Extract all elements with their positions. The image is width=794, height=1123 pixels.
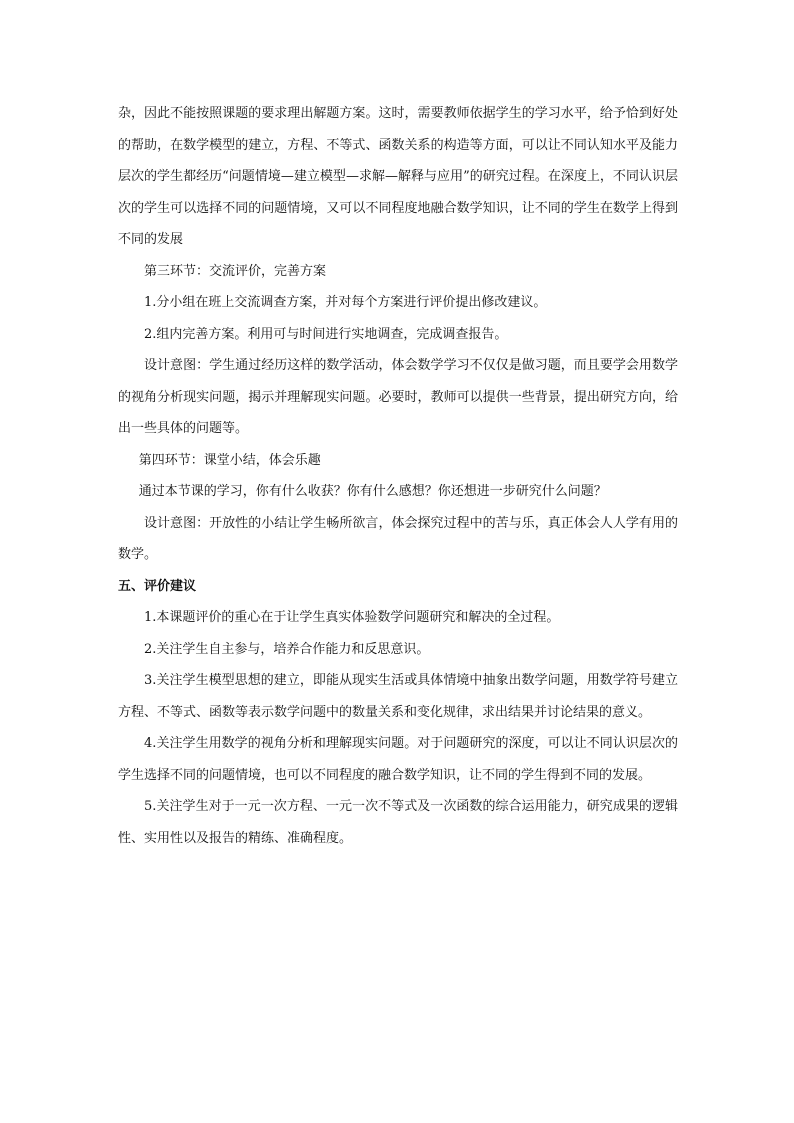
- evaluation-item-2: 2.关注学生自主参与，培养合作能力和反思意识。: [144, 641, 430, 657]
- design-intent-4: 设计意图：开放性的小结让学生畅所欲言，体会探究过程中的苦与乐，真正体会人人学有用的数学。: [118, 515, 678, 562]
- evaluation-item-1: 1.本课题评价的重心在于让学生真实体验数学问题研究和解决的全过程。: [144, 610, 560, 625]
- evaluation-item-5: 5.关注学生对于一元一次方程、一元一次不等式及一次函数的综合运用能力，研究成果的逻辑性、实用性以及报告的精练、准确程度。: [118, 799, 678, 846]
- evaluation-item-3: 3.关注学生模型思想的建立，即能从现实生活或具体情境中抽象出数学问题，用数学符号建立方程、不等式、函数等表示数学问题中的数量关系和变化规律，求出结果并讨论结果的意义。: [118, 673, 678, 720]
- stage-three-item-2: 2.组内完善方案。利用可与时间进行实地调查，完成调查报告。: [144, 326, 508, 342]
- design-intent-3: 设计意图：学生通过经历这样的数学活动，体会数学学习不仅仅是做习题，而且要学会用数学的视角分析现实问题，揭示并理解现实问题。必要时，教师可以提供一些背景，提出研究方向，给出一些具体的问题等。: [118, 358, 678, 436]
- stage-three-title: 第三环节：交流评价，完善方案: [144, 263, 327, 279]
- paragraph-continuation: 杂，因此不能按照课题的要求理出解题方案。这时，需要教师依据学生的学习水平，给予恰到好处的帮助，在数学模型的建立，方程、不等式、函数关系的构造等方面，可以让不同认知水平及能力层次的学生都经历“问题情境—建立模型—求解—解释与应用”的研究过程。在深度上，不同认识层次的学生可以选择不同的问题情境，又可以不同程度地融合数学知识，让不同的学生在数学上得到不同的发展: [118, 106, 678, 247]
- stage-three-item-1: 1.分小组在班上交流调查方案，并对每个方案进行评价提出修改建议。: [144, 295, 547, 310]
- document-page: [118, 98, 678, 854]
- stage-four-title: 第四环节：课堂小结，体会乐趣: [138, 452, 321, 468]
- summary-questions: 通过本节课的学习，你有什么收获？你有什么感想？你还想进一步研究什么问题？: [138, 484, 607, 499]
- evaluation-item-4: 4.关注学生用数学的视角分析和理解现实问题。对于问题研究的深度，可以让不同认识层次的学生选择不同的问题情境，也可以不同程度的融合数学知识，让不同的学生得到不同的发展。: [118, 736, 678, 783]
- section-five-heading: 五、评价建议: [118, 578, 197, 594]
